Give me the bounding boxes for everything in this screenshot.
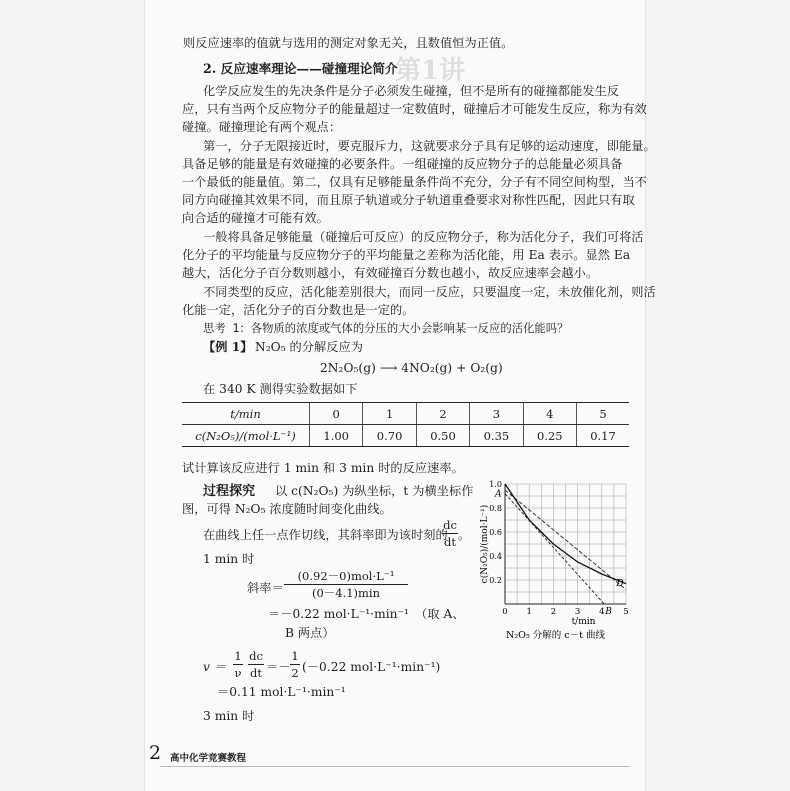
paragraph-4-line: 不同类型的反应，活化能差别很大，而同一反应，只要温度一定，未放催化剂，则活 <box>203 285 656 299</box>
rate-fraction-2 <box>248 649 264 680</box>
x-axis-label: t/min <box>571 617 596 627</box>
tangent-period: 。 <box>458 528 471 542</box>
fraction-denominator: dt <box>444 535 456 549</box>
example-label: 【例 1】 <box>203 340 253 354</box>
y-tick-label: 0.2 <box>489 576 502 585</box>
data-intro: 在 340 K 测得实验数据如下 <box>203 382 358 396</box>
table-header-cell: c(N₂O₅)/(mol·L⁻¹) <box>182 425 310 447</box>
tangent-text: 在曲线上任一点作切线，其斜率即为该时刻的 <box>203 528 448 542</box>
table-cell: 4 <box>523 403 576 425</box>
table-cell: 0.25 <box>523 425 576 447</box>
fraction-denominator: ν <box>234 666 242 680</box>
slope-fraction <box>284 569 408 600</box>
paragraph-3-line: 化分子的平均能量与反应物分子的平均能量之差称为活化能，用 Ea 表示。显然 Ea <box>182 248 631 262</box>
paragraph-1-line: 化学反应发生的先决条件是分子必须发生碰撞，但不是所有的碰撞都能发生反 <box>203 84 620 98</box>
paragraph-4-line: 化能一定，活化分子的百分数也是一定的。 <box>182 303 415 317</box>
x-tick-label: 2 <box>550 607 557 617</box>
y-tick-label: 0.8 <box>489 504 502 513</box>
bleed-through-text: 第1讲 <box>395 56 466 86</box>
process-line: 图，可得 N₂O₅ 浓度随时间变化曲线。 <box>182 502 392 516</box>
table-row <box>182 425 629 447</box>
rate-result: ＝0.11 mol·L⁻¹·min⁻¹ <box>217 685 346 699</box>
point-label-a: A <box>495 489 502 500</box>
fraction-numerator: dc <box>443 518 457 532</box>
slope-result: ＝－0.22 mol·L⁻¹·min⁻¹ （取 A、 <box>268 607 465 621</box>
paragraph-2-line: 向合适的碰撞才可能有效。 <box>182 211 329 225</box>
fraction-numerator: dc <box>249 649 263 663</box>
table-row <box>182 403 629 425</box>
paragraph-3-line: 一般将具备足够能量（碰撞后可反应）的反应物分子，称为活化分子，我们可将活 <box>203 230 644 244</box>
point-label-d: D <box>616 579 624 589</box>
y-tick-label: 1.0 <box>489 480 502 489</box>
fraction-denominator: 2 <box>291 666 299 680</box>
paragraph-1-line: 应，只有当两个反应物分子的能量超过一定数值时，碰撞后才可能发生反应，称为有效 <box>182 102 648 116</box>
process-title: 过程探究 <box>203 484 256 499</box>
slope-label: 斜率＝ <box>247 581 284 595</box>
page-number: 2 <box>149 742 162 764</box>
table-cell: 1 <box>363 403 416 425</box>
fraction-denominator: (0－4.1)min <box>311 586 381 600</box>
dc-dt-fraction <box>442 518 458 549</box>
table-cell: 0.70 <box>363 425 416 447</box>
x-tick-label: 1 <box>526 607 532 617</box>
y-tick-label: 0.6 <box>489 528 502 537</box>
intro-line: 则反应速率的值就与选用的测定对象无关，且数值恒为正值。 <box>183 36 514 50</box>
data-table <box>182 402 629 447</box>
concentration-time-chart <box>478 476 634 642</box>
fraction-numerator: 1 <box>291 649 299 663</box>
think-question: 思考 1：各物质的浓度或气体的分压的大小会影响某一反应的活化能吗？ <box>203 322 569 335</box>
example-intro: N₂O₅ 的分解反应为 <box>255 340 363 354</box>
chart-grid <box>505 484 626 604</box>
process-line: 以 c(N₂O₅) 为纵坐标，t 为横坐标作 <box>275 484 474 498</box>
x-tick-label: 3 <box>574 607 581 617</box>
rate-equals: ＝－ <box>266 660 291 674</box>
x-tick-label: 5 <box>623 607 629 617</box>
table-cell: 5 <box>577 403 629 425</box>
x-tick-label: 0 <box>502 607 508 617</box>
tangent-line-t1 <box>505 494 604 604</box>
table-cell: 0 <box>310 403 363 425</box>
table-cell: 3 <box>470 403 523 425</box>
three-minute-label: 3 min 时 <box>203 709 255 723</box>
paragraph-2-line: 同方向碰撞其效果不同，而且原子轨道或分子轨道重叠要求对称性匹配，因此只有取 <box>182 193 635 207</box>
x-tick-label: 4 <box>599 607 605 617</box>
paragraph-2-line: 一个最低的能量值。第二，仅具有足够能量条件尚不充分，分子有不同空间构型，当不 <box>182 175 648 189</box>
table-cell: 0.50 <box>416 425 469 447</box>
chart-caption: N₂O₅ 分解的 c－t 曲线 <box>506 630 605 641</box>
footer-divider <box>160 766 630 767</box>
rate-label: v ＝ <box>203 660 227 674</box>
slope-points: B 两点） <box>285 626 335 640</box>
paragraph-2-line: 第一，分子无限接近时，要克服斥力，这就要求分子具有足够的运动速度，即能量。 <box>203 139 656 153</box>
one-minute-label: 1 min 时 <box>203 552 255 566</box>
section-title: 2. 反应速率理论——碰撞理论简介 <box>203 61 398 76</box>
table-cell: 2 <box>416 403 469 425</box>
paragraph-1-line: 碰撞。碰撞理论有两个观点： <box>182 120 342 134</box>
y-axis-label: c(N₂O₅)/(mol·L⁻¹) <box>480 504 490 584</box>
table-cell: 1.00 <box>310 425 363 447</box>
y-tick-label: 0.4 <box>489 552 502 561</box>
table-cell: 0.17 <box>577 425 629 447</box>
table-header-cell: t/min <box>182 403 310 425</box>
paragraph-2-line: 具备足够的能量是有效碰撞的必要条件。一组碰撞的反应物分子的总能量必须具备 <box>182 157 623 171</box>
rate-fraction-3 <box>290 649 300 680</box>
book-title: 高中化学竞赛教程 <box>170 753 247 764</box>
rate-fraction-1 <box>233 649 243 680</box>
point-label-b: B <box>605 607 612 617</box>
rate-expression: (－0.22 mol·L⁻¹·min⁻¹) <box>302 660 441 674</box>
fraction-numerator: (0.92－0)mol·L⁻¹ <box>297 569 395 583</box>
fraction-numerator: 1 <box>234 649 242 663</box>
example-question: 试计算该反应进行 1 min 和 3 min 时的反应速率。 <box>182 461 464 475</box>
table-cell: 0.35 <box>470 425 523 447</box>
paragraph-3-line: 越大，活化分子百分数则越小，有效碰撞百分数也越小，故反应速率会越小。 <box>182 266 599 280</box>
reaction-equation: 2N₂O₅(g) ⟶ 4NO₂(g) + O₂(g) <box>320 361 503 375</box>
fraction-denominator: dt <box>250 666 262 680</box>
